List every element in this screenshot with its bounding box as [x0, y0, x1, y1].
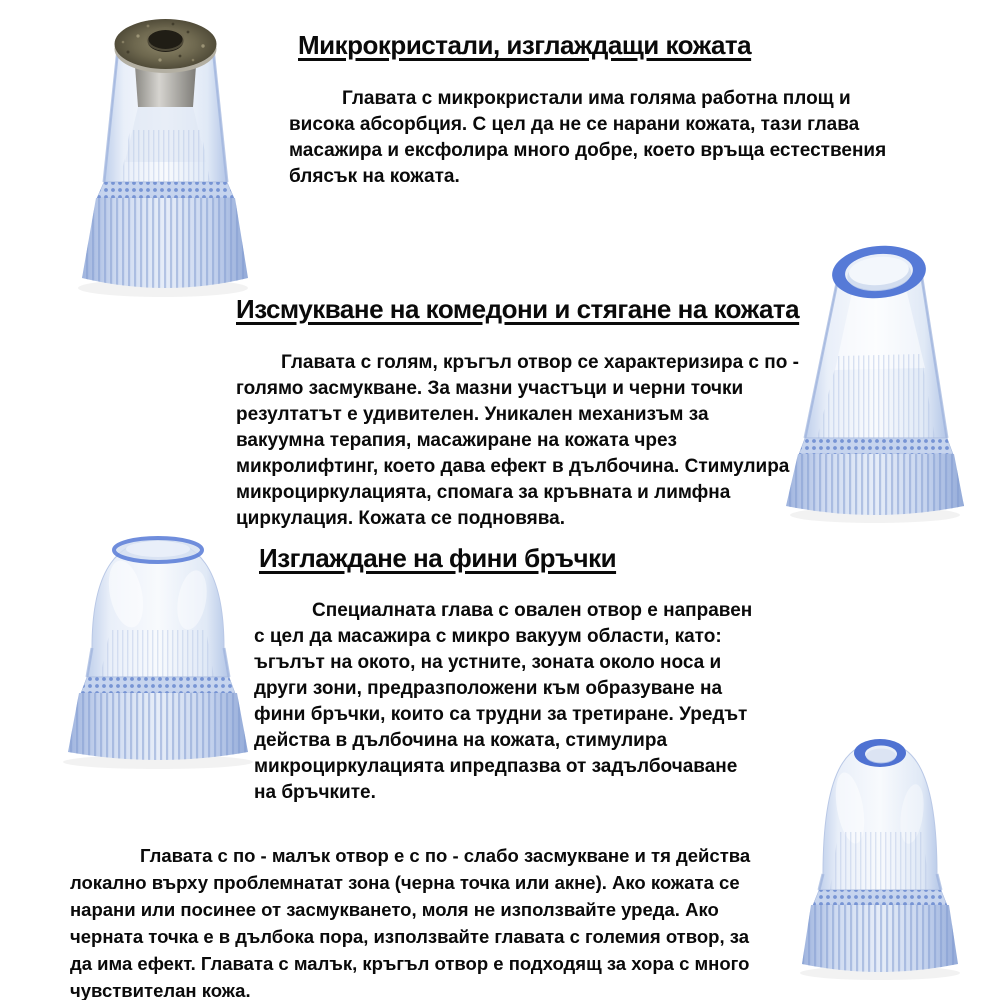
- section-body-fine-wrinkles: Специалната глава с овален отвор е направен с цел да масажира с микро вакуум области, като: ъгълът на окото, на устните, зоната около носа и други зони, предразположени към образуване на фини бръчки, които са трудни за третиране. Уредът действа в дълбочина на кожата, стимулира микроциркулацията ипредпазва от задълбочаване на бръчките.: [254, 600, 753, 803]
- section-title-fine-wrinkles: Изглаждане на фини бръчки: [259, 543, 617, 573]
- oval-hole-dome-head-illustration: [52, 522, 264, 770]
- section-title-microcrystals: Микрокристали, изглаждащи кожата: [298, 30, 752, 60]
- microcrystal-head-illustration: [68, 12, 258, 302]
- small-round-hole-head-photo: [790, 726, 970, 986]
- small-round-hole-head-illustration: [790, 726, 970, 981]
- section-body-comedone-suction: Главата с голям, кръгъл отвор се характеризира с по - голямо засмукване. За мазни участъци и черни точки резултатът е удивителен. Уникален механизъм за вакуумна терапия, масажиране на кожата чрез микролифтинг, което дава ефект в дълбочина. Стимулира микроциркулацията, спомага за кръвната и лимфна циркулация. Кожата се подновява.: [236, 352, 799, 529]
- large-round-hole-head-photo: [783, 228, 968, 528]
- microcrystal-head-photo: [68, 12, 258, 307]
- oval-hole-dome-head-photo: [52, 522, 264, 775]
- footer-body-small-hole: Главата с по - малък отвор е с по - слабо засмукване и тя действа локално върху проблемнатат зона (черна точка или акне). Ако кожата се нарани или посинее от засмукването, моля не използвайте уреда. Ако черната точка е в дълбока пора, използвайте главата с големия отвор, за да има ефект. Главата с малък, кръгъл отвор е подходящ за хора с много чувствителан кожа.: [70, 845, 751, 1000]
- section-title-comedone-suction: Изсмукване на комедони и стягане на кожата: [236, 294, 800, 324]
- section-body-microcrystals: Главата с микрокристали има голяма работна площ и висока абсорбция. С цел да не се нарани кожата, тази глава масажира и ексфолира много добре, което връща естествения блясък на кожата.: [289, 88, 887, 187]
- large-round-hole-head-illustration: [783, 228, 968, 523]
